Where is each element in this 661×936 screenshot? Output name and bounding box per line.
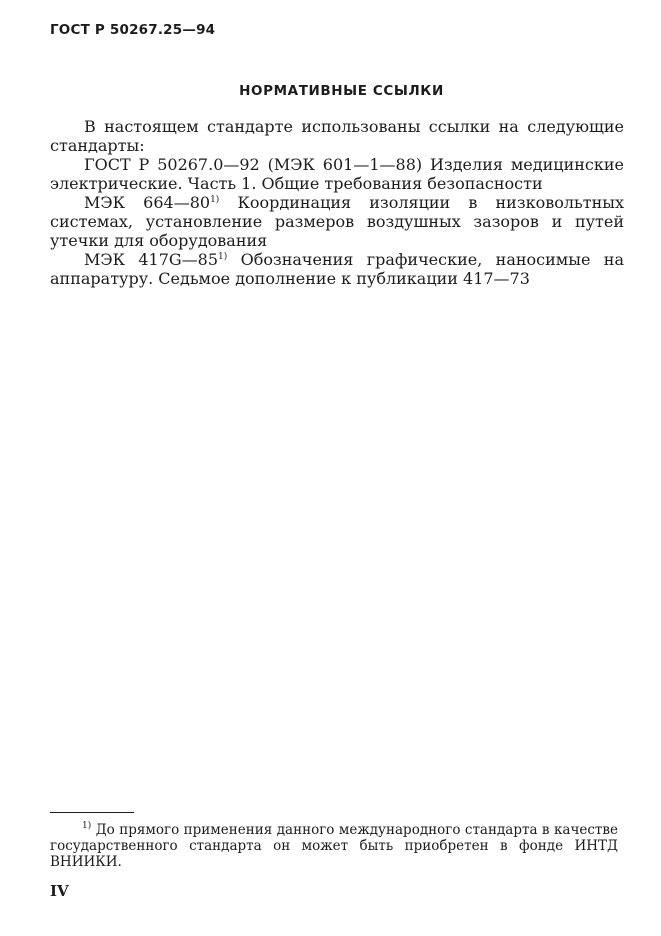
footnote-ref: 1): [218, 252, 228, 262]
footnote: [50, 822, 618, 870]
page-number: IV: [50, 882, 69, 900]
reference-code: МЭК 417G—85: [84, 250, 219, 269]
reference-title: Координация изоляции в низковольтных системах, установление размеров воздушных зазоров и путей утечки для оборудования: [50, 193, 624, 250]
reference-code: ГОСТ Р 50267.0—92: [84, 155, 260, 174]
reference-item: [50, 155, 624, 193]
reference-code: МЭК 664—80: [84, 193, 211, 212]
footnote-text: [50, 822, 618, 870]
section-title: НОРМАТИВНЫЕ ССЫЛКИ: [239, 83, 444, 99]
section-body: [50, 117, 624, 288]
footnote-marker: 1): [82, 821, 92, 831]
reference-item: [50, 250, 624, 288]
reference-title: Обозначения графические, наносимые на аппаратуру. Седьмое дополнение к публикации 417—73: [50, 250, 624, 288]
reference-title: (МЭК 601—1—88) Изделия медицинские электрические. Часть 1. Общие требования безопасности: [50, 155, 624, 193]
document-code-header: ГОСТ Р 50267.25—94: [50, 22, 216, 38]
footnote-body: До прямого применения данного международного стандарта в качестве государственного стандарта он может быть приобретен в фонде ИНТД ВНИИКИ.: [50, 822, 618, 870]
intro-paragraph: В настоящем стандарте использованы ссылки на следующие стандарты:: [50, 117, 624, 155]
reference-item: [50, 193, 624, 250]
footnote-divider: [50, 812, 134, 813]
footnote-ref: 1): [210, 195, 220, 205]
